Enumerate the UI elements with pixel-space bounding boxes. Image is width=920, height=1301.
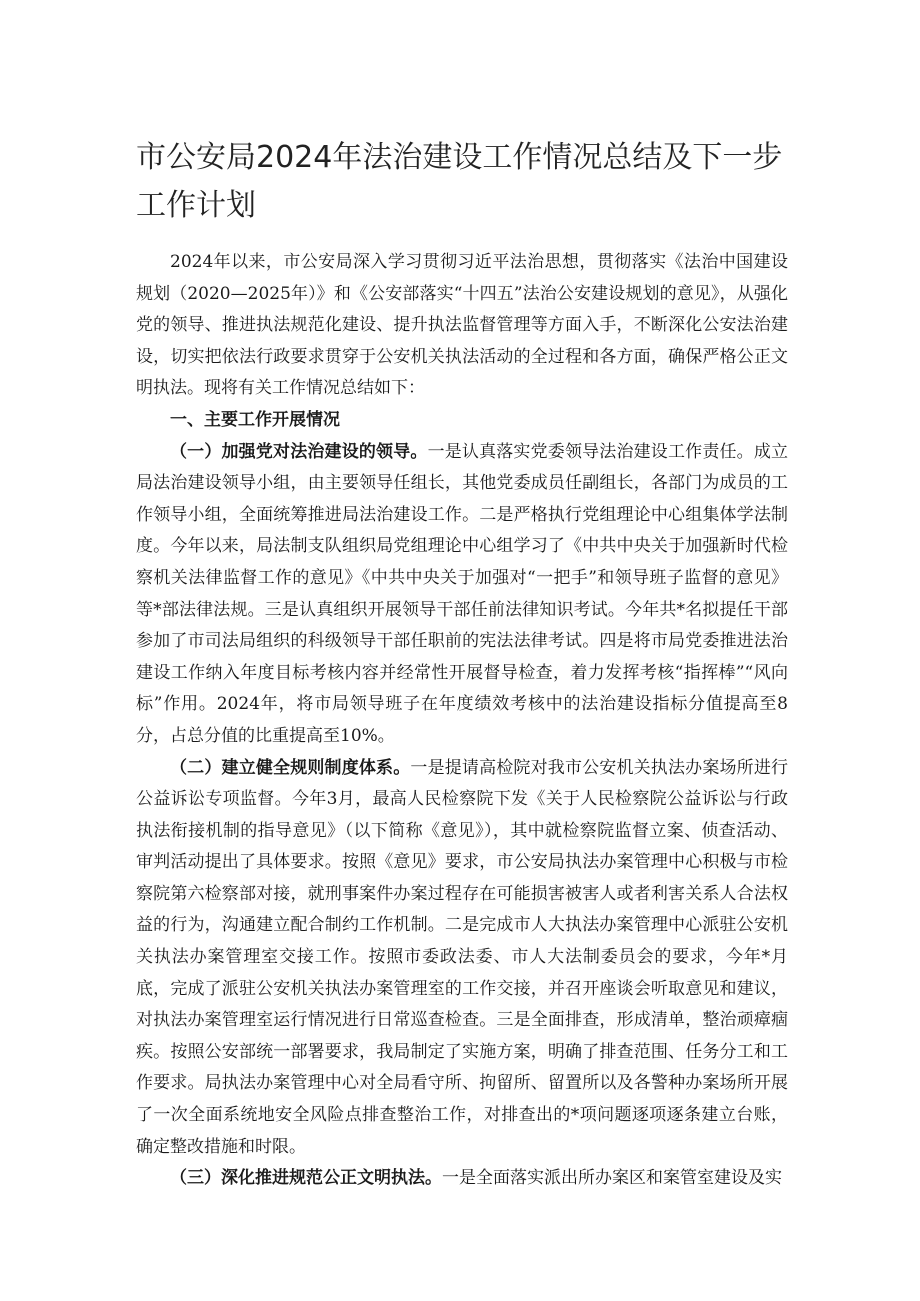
paragraph-1-heading: （一）加强党对法治建设的领导。 — [170, 441, 428, 462]
document-body — [136, 247, 788, 1195]
paragraph-2 — [136, 753, 788, 1164]
paragraph-3-heading: （三）深化推进规范公正文明执法。 — [170, 1168, 442, 1189]
paragraph-3-text: 一是全面落实派出所办案区和案管室建设及实 — [442, 1168, 782, 1189]
paragraph-1 — [136, 437, 788, 753]
paragraph-1-text: 一是认真落实党委领导法治建设工作责任。成立局法治建设领导小组，由主要领导任组长，其他党委成员任副组长，各部门为成员的工作领导小组，全面统筹推进局法治建设工作。二是严格执行党组理论中心组集体学法制度。今年以来，局法制支队组织局党组理论中心组学习了《中共中央关于加强新时代检察机关法律监督工作的意见》《中共中央关于加强对“一把手”和领导班子监督的意见》等*部法律法规。三是认真组织开展领导干部任前法律知识考试。今年共*名拟提任干部参加了市司法局组织的科级领导干部任职前的宪法法律考试。四是将市局党委推进法治建设工作纳入年度目标考核内容并经常性开展督导检查，着力发挥考核“指挥棒”“风向标”作用。2024年，将市局领导班子在年度绩效考核中的法治建设指标分值提高至8分，占总分值的比重提高至10%。 — [136, 441, 789, 746]
paragraph-2-heading: （二）建立健全规则制度体系。 — [170, 757, 411, 778]
paragraph-3 — [136, 1163, 788, 1195]
section-heading: 一、主要工作开展情况 — [170, 409, 340, 430]
intro-paragraph: 2024年以来，市公安局深入学习贯彻习近平法治思想，贯彻落实《法治中国建设规划（2020—2025年）》和《公安部落实“十四五”法治公安建设规划的意见》，从强化党的领导、推进执法规范化建设、提升执法监督管理等方面入手，不断深化公安法治建设，切实把依法行政要求贯穿于公安机关执法活动的全过程和各方面，确保严格公正文明执法。现将有关工作情况总结如下： — [136, 252, 788, 399]
document-title: 市公安局2024年法治建设工作情况总结及下一步工作计划 — [136, 140, 783, 223]
paragraph-2-text: 一是提请高检院对我市公安机关执法办案场所进行公益诉讼专项监督。今年3月，最高人民检察院下发《关于人民检察院公益诉讼与行政执法衔接机制的指导意见》（以下简称《意见》），其中就检察院监督立案、侦查活动、审判活动提出了具体要求。按照《意见》要求，市公安局执法办案管理中心积极与市检察院第六检察部对接，就刑事案件办案过程存在可能损害被害人或者利害关系人合法权益的行为，沟通建立配合制约工作机制。二是完成市人大执法办案管理中心派驻公安机关执法办案管理室交接工作。按照市委政法委、市人大法制委员会的要求，今年*月底，完成了派驻公安机关执法办案管理室的工作交接，并召开座谈会听取意见和建议，对执法办案管理室运行情况进行日常巡查检查。三是全面排查，形成清单，整治顽瘴痼疾。按照公安部统一部署要求，我局制定了实施方案，明确了排查范围、任务分工和工作要求。局执法办案管理中心对全局看守所、拘留所、留置所以及各警种办案场所开展了一次全面系统地安全风险点排查整治工作，对排查出的*项问题逐项逐条建立台账，确定整改措施和时限。 — [136, 757, 789, 1157]
